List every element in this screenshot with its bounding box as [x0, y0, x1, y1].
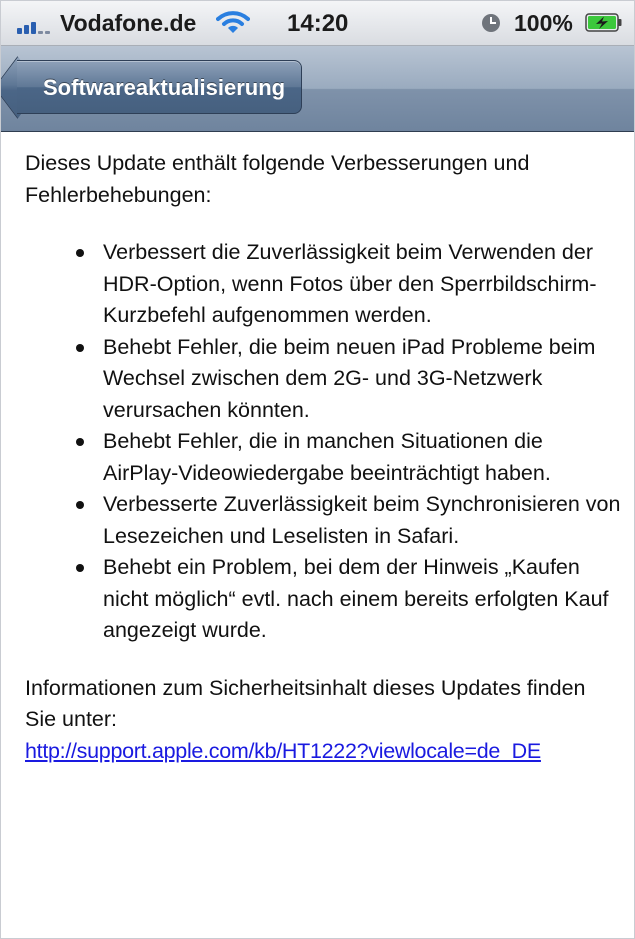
list-item	[25, 237, 621, 332]
intro-text: Dieses Update enthält folgende Verbesserungen und Fehlerbehebungen:	[25, 151, 530, 207]
battery-percent: 100%	[514, 10, 573, 36]
release-notes	[25, 148, 621, 767]
list-item	[25, 426, 621, 489]
status-bar	[1, 1, 634, 46]
bullet-icon	[76, 501, 84, 509]
list-item-text: Behebt Fehler, die in manchen Situationen die AirPlay-Videowiedergabe beeinträchtigt haben.	[103, 429, 551, 485]
signal-icon	[17, 14, 57, 34]
bullet-icon	[76, 249, 84, 257]
list-item-text: Behebt ein Problem, bei dem der Hinweis „Kaufen nicht möglich“ evtl. nach einem bereits erfolgten Kauf angezeigt wurde.	[103, 555, 609, 642]
battery-charging-icon	[585, 13, 623, 32]
list-item	[25, 332, 621, 427]
carrier-name: Vodafone.de	[60, 10, 197, 36]
bullet-icon	[76, 564, 84, 572]
alarm-clock-icon	[482, 14, 500, 32]
status-time: 14:20	[287, 10, 349, 37]
list-item-text: Verbessert die Zuverlässigkeit beim Verwenden der HDR-Option, wenn Fotos über den Sperrbildschirm-Kurzbefehl aufgenommen werden.	[103, 240, 597, 327]
wifi-icon	[216, 11, 250, 35]
list-item	[25, 552, 621, 647]
security-info-link[interactable]: http://support.apple.com/kb/HT1222?viewlocale=de_DE	[25, 738, 541, 763]
bullet-icon	[76, 344, 84, 352]
security-info-text: Informationen zum Sicherheitsinhalt dieses Updates finden Sie unter:	[25, 675, 586, 731]
change-list	[25, 237, 621, 647]
list-item	[25, 489, 621, 552]
list-item-text: Verbesserte Zuverlässigkeit beim Synchronisieren von Lesezeichen und Leselisten in Safari.	[103, 492, 621, 548]
security-info	[25, 673, 621, 768]
list-item-text: Behebt Fehler, die beim neuen iPad Probleme beim Wechsel zwischen dem 2G- und 3G-Netzwerk verursachen könnten.	[103, 334, 596, 422]
bullet-icon	[76, 438, 84, 446]
back-button[interactable]	[17, 60, 302, 114]
navigation-bar	[1, 46, 634, 132]
back-button-label: Softwareaktualisierung	[43, 75, 286, 100]
